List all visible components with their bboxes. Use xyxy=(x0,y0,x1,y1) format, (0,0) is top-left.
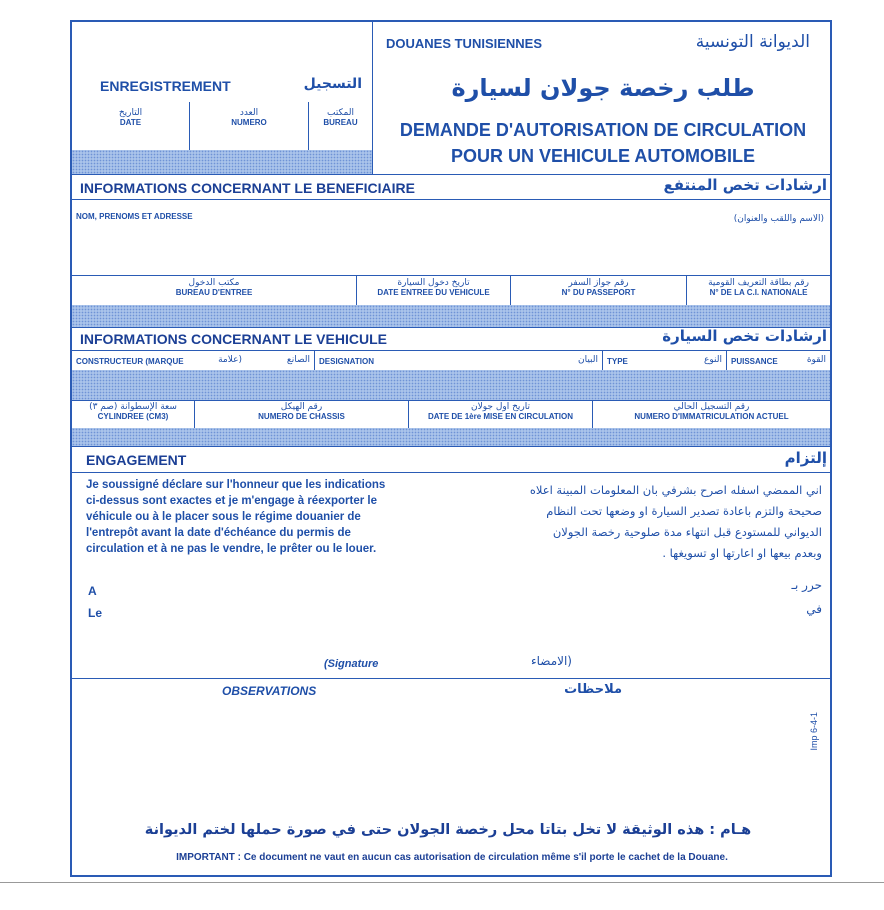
title-fr-line1: DEMANDE D'AUTORISATION DE CIRCULATION xyxy=(399,120,807,140)
title-fr-line2: POUR UN VEHICULE AUTOMOBILE xyxy=(450,146,755,166)
constructeur-label-ar2: الصانع xyxy=(286,355,310,365)
puissance-label-ar: القوة xyxy=(806,355,826,365)
reg-col-numero: العدد NUMERO xyxy=(231,108,267,127)
vehicle-row1-fill[interactable] xyxy=(72,370,830,400)
org-name-ar: الديوانة التونسية xyxy=(695,32,810,52)
observations-field[interactable] xyxy=(76,702,816,812)
national-id-label: رقم بطاقة التعريف القومية N° DE LA C.I. NATIONALE xyxy=(708,278,809,297)
cylindree-label: سعة الإسطوانة (صم ٣) CYLINDREE (CM3) xyxy=(89,402,177,421)
constructeur-label-ar: (علامة xyxy=(218,355,242,365)
observations-title-ar: ملاحظات xyxy=(564,682,622,697)
reg-col-date: التاريخ DATE xyxy=(118,108,143,127)
engagement-text-fr: Je soussigné déclare sur l'honneur que les indications ci-dessus sont exactes et je m'engage à réexporter le véhicule ou à le placer sous le régime douanier de l'entrepôt avant la date d'échéance du permis de circulation et à ne pas le vendre, le prêter ou le louer. xyxy=(86,479,386,555)
important-notice-ar: هـام : هذه الوثيقة لا تخل بتاتا محل رخصة الجولان حتى في صورة حملها لختم الديوانة xyxy=(144,822,752,838)
signature-label-fr: (Signature xyxy=(324,658,379,670)
page-edge xyxy=(0,882,884,883)
chassis-label: رقم الهيكل NUMERO DE CHASSIS xyxy=(258,402,345,421)
vehicle-row2-fill[interactable] xyxy=(72,428,830,446)
customs-form xyxy=(70,20,832,877)
name-address-label-ar: (الاسم واللقب والعنوان) xyxy=(733,214,824,224)
date-entree-label: تاريخ دخول السيارة DATE ENTREE DU VEHICULE xyxy=(377,278,490,297)
engagement-title-ar: إلتزام xyxy=(784,449,827,467)
beneficiary-fields-fill[interactable] xyxy=(72,305,830,327)
designation-label-fr: DESIGNATION xyxy=(319,357,374,366)
engagement-text-ar: اني الممضي اسفله اصرح بشرفي بان المعلومات المبينة اعلاه صحيحة والتزم باعادة تصدير السيارة او وضعها تحت النظام الديواني للمستودع قبل انتهاء مدة صلوحية رخصة الجولان وبعدم بيعها او اعارتها او تسويغها . xyxy=(529,483,822,560)
designation-label-ar: البيان xyxy=(577,355,598,365)
name-address-field[interactable] xyxy=(74,227,828,275)
vehicle-title-fr: INFORMATIONS CONCERNANT LE VEHICULE xyxy=(80,331,387,347)
bureau-entree-label: مكتب الدخول BUREAU D'ENTREE xyxy=(175,278,253,297)
place-label-fr: A xyxy=(88,584,97,598)
first-circulation-label: تاريخ اول جولان DATE DE 1ère MISE EN CIRCULATION xyxy=(427,402,574,421)
vehicle-title-ar: ارشادات تخص السيارة xyxy=(662,327,827,345)
engagement-title-fr: ENGAGEMENT xyxy=(86,452,187,468)
type-label-fr: TYPE xyxy=(607,357,628,366)
registration-fill[interactable] xyxy=(72,150,372,174)
registration-title-fr: ENREGISTREMENT xyxy=(100,78,231,94)
important-notice-fr: IMPORTANT : Ce document ne vaut en aucun cas autorisation de circulation même s'il porte le cachet de la Douane. xyxy=(176,852,728,863)
passport-label: رقم جواز السفر N° DU PASSEPORT xyxy=(561,278,636,297)
place-label-ar: حرر بـ xyxy=(791,578,822,592)
date-label-fr: Le xyxy=(88,606,103,620)
place-date-field[interactable] xyxy=(112,582,412,624)
form-code: Imp 6-4-1 xyxy=(809,712,819,751)
signature-label-ar: (الامضاء xyxy=(531,654,572,668)
immatriculation-label: رقم التسجيل الحالي NUMERO D'IMMATRICULATION ACTUEL xyxy=(634,402,789,421)
title-ar: طلب رخصة جولان لسيارة xyxy=(451,74,755,102)
observations-title-fr: OBSERVATIONS xyxy=(222,684,317,698)
beneficiary-title-ar: ارشادات تخص المنتفع xyxy=(663,176,827,194)
beneficiary-title-fr: INFORMATIONS CONCERNANT LE BENEFICIAIRE xyxy=(80,180,415,196)
org-name-fr: DOUANES TUNISIENNES xyxy=(386,36,543,51)
signature-field[interactable] xyxy=(272,622,632,672)
constructeur-label-fr: CONSTRUCTEUR (MARQUE xyxy=(76,357,184,366)
puissance-label-fr: PUISSANCE xyxy=(731,357,778,366)
date-label-ar: في xyxy=(806,602,822,616)
registration-title-ar: التسجيل xyxy=(303,76,362,92)
name-address-label-fr: NOM, PRENOMS ET ADRESSE xyxy=(76,212,193,221)
reg-col-bureau: المكتب BUREAU xyxy=(323,108,358,127)
type-label-ar: النوع xyxy=(704,355,722,365)
